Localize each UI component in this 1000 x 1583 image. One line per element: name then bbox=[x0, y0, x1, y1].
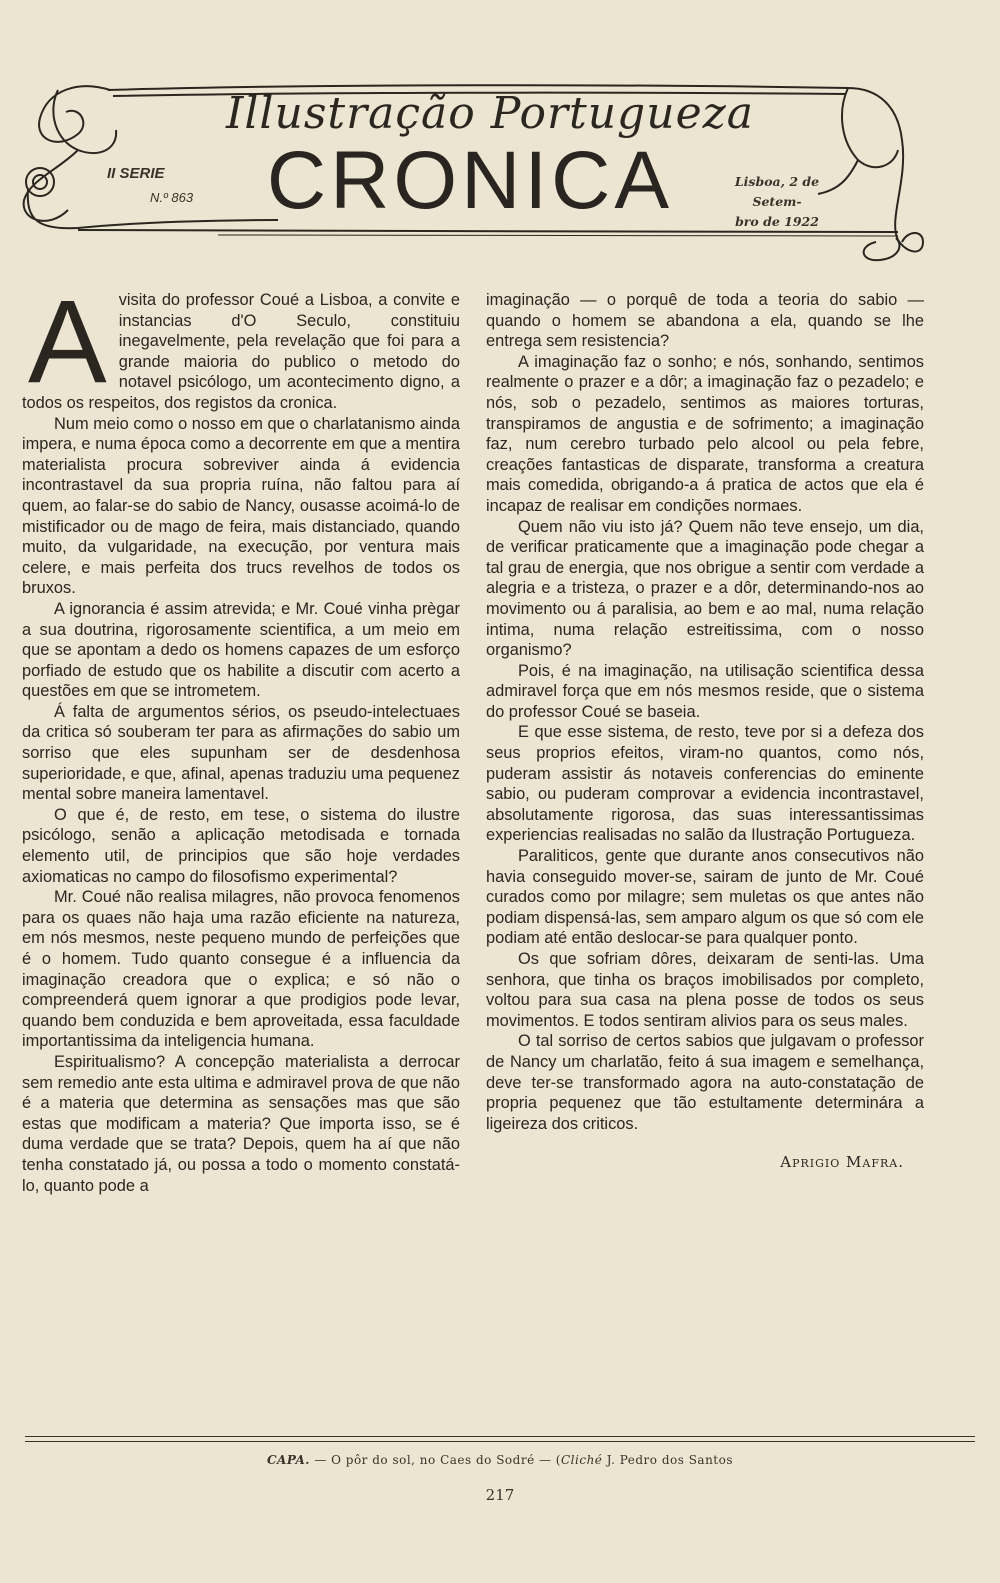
drop-cap: A bbox=[28, 276, 107, 408]
capa-label: CAPA. bbox=[266, 1453, 310, 1467]
cover-caption bbox=[0, 1453, 1000, 1467]
footer-rule-thin bbox=[25, 1441, 975, 1442]
paragraph: Avisita do professor Coué a Lisboa, a convite e instancias d'O Seculo, constituiu inegavelmente, pela revelação que foi para a grande maioria do publico o metodo do notavel psicólogo, um acontecimento digno, a todos os respeitos, dos registos da cronica. bbox=[22, 276, 460, 412]
paragraph: Á falta de argumentos sérios, os pseudo-intelectuaes da critica só souberam ter para as afirmações do sabio um sorriso que eles supunham ser de desdenhosa superioridade, e que, afinal, apenas traduziu uma pequenez mental sobre maneira lamentavel. bbox=[22, 702, 460, 804]
issue-date bbox=[718, 172, 836, 232]
paragraph: Espiritualismo? A concepção materialista a derrocar sem remedio ante esta ultima e admiravel prova de que não é a materia que determina as sensações mas que são estas que modificam a materia? Que importa isso, se é duma verdade que se trata? Depois, quem ha aí que não tenha constatado já, ou possa a todo o momento constatá-lo, quanto pode a bbox=[22, 1052, 460, 1195]
paragraph: Paraliticos, gente que durante anos consecutivos não havia conseguido mover-se, sairam de junto de Mr. Coué curados como por milagre; sem muletas os que antes não podiam dispensá-las, sem amparo algum os que só com ele podiam até então deslocar-se para qualquer ponto. bbox=[486, 847, 924, 948]
date-line-1: Lisboa, 2 de Setem- bbox=[734, 174, 820, 209]
date-line-2: bro de 1922 bbox=[735, 214, 819, 229]
author-signature: Aprigio Mafra. bbox=[780, 1153, 904, 1172]
paragraph: Quem não viu isto já? Quem não teve ensejo, um dia, de verificar praticamente que a imaginação pode chegar a tal grau de energia, que nos obrigue a sentir com verdade a alegria e a tristeza, o prazer e a dôr, determinando-nos ao movimento ou á paralisia, ao bem e ao mal, numa relação intima, numa relação estreitissima, com o nosso organismo? bbox=[486, 517, 924, 660]
article-column-right bbox=[486, 290, 924, 1173]
series-label: II SERIE bbox=[107, 165, 165, 182]
paragraph: Num meio como o nosso em que o charlatanismo ainda impera, e numa época como a decorrente em que a mentira materialista procura sobreviver ainda á evidencia incontrastavel da sua propria ruína, não faltou para aí quem, ao falar-se do sabio de Nancy, ousasse acoimá-lo de mistificador ou de mago de feira, mais distanciado, quando muito, da vulgaridade, na execução, por ventura mais celere, e mais perfeita dos trucs revelhos de todos os bruxos. bbox=[22, 414, 460, 598]
paragraph: A ignorancia é assim atrevida; e Mr. Coué vinha prègar a sua doutrina, rigorosamente scientifica, a um meio em que se apontam a dedo os homens capazes de um esforço porfiado de estudo que os habilite a discutir com acerto a questões em que se intrometem. bbox=[22, 599, 460, 701]
issue-number: N.º 863 bbox=[150, 190, 194, 205]
masthead-title: Illustração Portugueza bbox=[225, 88, 755, 139]
paragraph: O tal sorriso de certos sabios que julgavam o professor de Nancy um charlatão, feito á sua imagem e semelhança, deve ter-se transformado agora na auto-constatação de propria pequenez que tão estultamente determinára a ligeireza dos criticos. bbox=[486, 1032, 924, 1133]
page-number: 217 bbox=[485, 1486, 515, 1504]
paragraph: O que é, de resto, em tese, o sistema do ilustre psicólogo, senão a aplicação metodisada e tornada elemento util, de principios que são hoje verdades axiomaticas no campo do filosofismo experimental? bbox=[22, 805, 460, 886]
section-title: CRONICA bbox=[266, 135, 674, 226]
paragraph: E que esse sistema, de resto, teve por si a defeza dos seus proprios efeitos, viram-no quantos, como nós, puderam assistir ás notaveis conferencias do eminente sabio, ou puderam comprovar a evidencia incontrastavel, absolutamente rigorosa, das suas interessantissimas experiencias realisadas no salão da Ilustração Portugueza. bbox=[486, 723, 924, 845]
paragraph: A imaginação faz o sonho; e nós, sonhando, sentimos realmente o prazer e a dôr; a imaginação faz o pezadelo; e nós, sob o pezadelo, sentimos as maiores torturas, transpiramos de angustia e de sofrimento; a imaginação faz, num cerebro turbado pelo alcool ou pela febre, creações fantasticas de disparate, transforma a creatura mais comedida, obrigando-a á pratica de actos que ela é incapaz de realisar em condições normaes. bbox=[486, 352, 924, 515]
paragraph: Mr. Coué não realisa milagres, não provoca fenomenos para os quaes não haja uma razão eficiente na natureza, em nós mesmos, neste pequeno mundo de perfeições que é o homem. Tudo quanto consegue é a influencia da imaginação creadora que o explica; e só não o compreenderá quem ignorar a que prodigios pode levar, quando bem conduzida e bem aproveitada, essa faculdade importantissima da inteligencia humana. bbox=[22, 888, 460, 1051]
article-column-left bbox=[22, 276, 460, 1196]
caption-text: — O pôr do sol, no Caes do Sodré — ( bbox=[314, 1453, 561, 1467]
photo-credit: J. Pedro dos Santos bbox=[602, 1453, 734, 1467]
paragraph: Pois, é na imaginação, na utilisação scientifica dessa admiravel força que em nós mesmos reside, que o sistema do professor Coué se baseia. bbox=[486, 661, 924, 721]
paragraph: imaginação — o porquê de toda a teoria do sabio — quando o homem se abandona a ela, quando se lhe entrega sem resistencia? bbox=[486, 291, 924, 351]
cliche-label: Cliché bbox=[560, 1453, 603, 1467]
paragraph: Os que sofriam dôres, deixaram de senti-las. Uma senhora, que tinha os braços imobilisados por completo, voltou para sua casa na plena posse de todos os seus movimentos. E todos sentiram alivios para os seus males. bbox=[486, 950, 924, 1030]
footer-rule-top bbox=[25, 1436, 975, 1437]
